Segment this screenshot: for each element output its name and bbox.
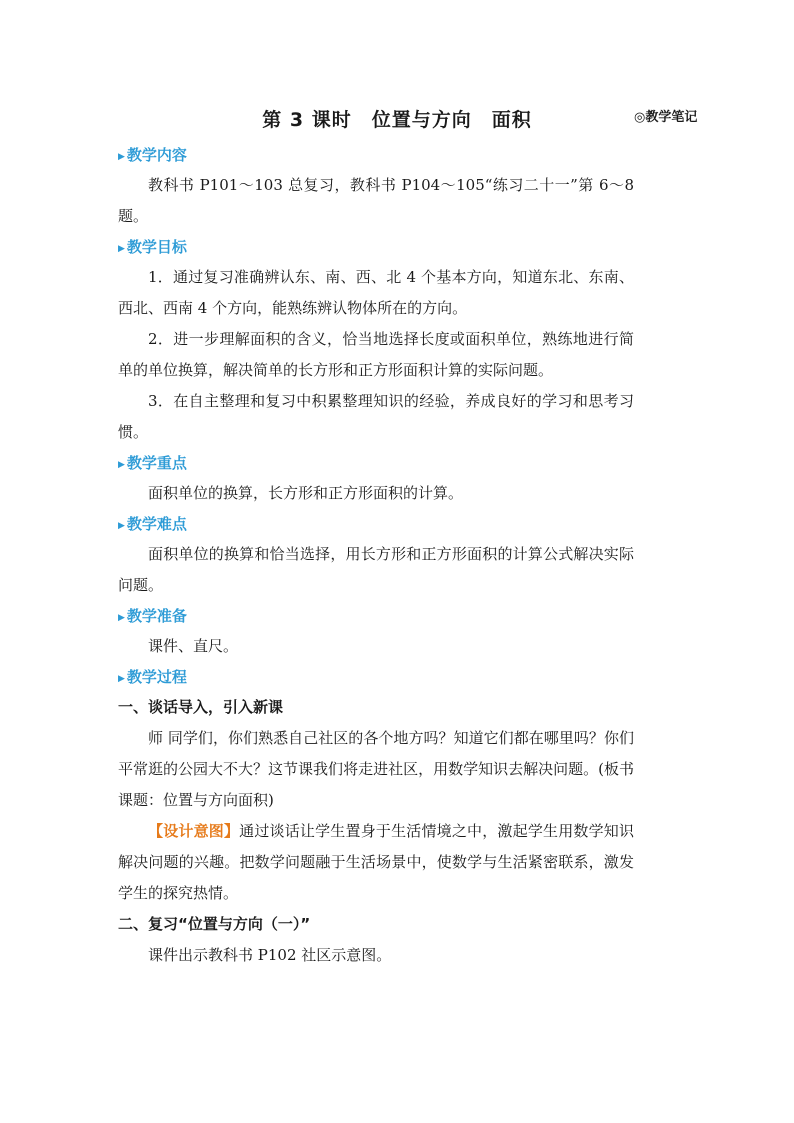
heading-label: 教学难点: [126, 515, 187, 533]
page-title: 第 3 课时 位置与方向 面积: [262, 109, 532, 131]
triangle-icon: ▶: [118, 613, 125, 623]
goal-item: 3．在自主整理和复习中积累整理知识的经验，养成良好的学习和思考习惯。: [118, 392, 634, 441]
lesson-content: [118, 140, 634, 971]
triangle-icon: ▶: [118, 521, 125, 531]
design-intent-text: 通过谈话让学生置身于生活情境之中，激起学生用数学知识解决问题的兴趣。把数学问题融于生活场景中，使数学与生活紧密联系，激发学生的探究热情。: [118, 822, 634, 902]
triangle-icon: ▶: [118, 674, 125, 684]
triangle-icon: ▶: [118, 152, 125, 162]
heading-difficulties: [118, 509, 634, 539]
content-paragraph: 教科书 P101～103 总复习，教科书 P104～105“练习二十一”第 6～8 题。: [118, 176, 634, 225]
section-paragraph: 课件出示教科书 P102 社区示意图。: [148, 946, 392, 964]
heading-key-points: [118, 448, 634, 478]
heading-label: 教学内容: [126, 146, 187, 164]
section-title: 一、谈话导入，引入新课: [118, 698, 284, 716]
goal-item: 1．通过复习准确辨认东、南、西、北 4 个基本方向，知道东北、东南、西北、西南 4 个方向，能熟练辨认物体所在的方向。: [118, 268, 634, 317]
key-points-paragraph: 面积单位的换算，长方形和正方形面积的计算。: [148, 484, 464, 502]
heading-preparation: [118, 601, 634, 631]
heading-label: 教学过程: [126, 668, 187, 686]
heading-process: [118, 662, 634, 692]
triangle-icon: ▶: [118, 244, 125, 254]
teaching-notes-label: ◎教学笔记: [634, 110, 698, 125]
heading-label: 教学准备: [126, 607, 187, 625]
goal-item: 2．进一步理解面积的含义，恰当地选择长度或面积单位，熟练地进行简单的单位换算，解决简单的长方形和正方形面积计算的实际问题。: [118, 330, 634, 379]
triangle-icon: ▶: [118, 460, 125, 470]
difficulties-paragraph: 面积单位的换算和恰当选择，用长方形和正方形面积的计算公式解决实际问题。: [118, 545, 634, 594]
design-intent-tag: 【设计意图】: [148, 822, 240, 840]
preparation-paragraph: 课件、直尺。: [148, 637, 239, 655]
heading-label: 教学目标: [126, 238, 187, 256]
heading-goals: [118, 232, 634, 262]
section-title: 二、复习“位置与方向（一）”: [118, 915, 311, 933]
heading-label: 教学重点: [126, 454, 187, 472]
design-intent-paragraph: [118, 816, 634, 909]
heading-content: [118, 140, 634, 170]
dialogue-paragraph: 师 同学们，你们熟悉自己社区的各个地方吗？知道它们都在哪里吗？你们平常逛的公园大不大？这节课我们将走进社区，用数学知识去解决问题。(板书课题：位置与方向面积): [118, 729, 634, 809]
